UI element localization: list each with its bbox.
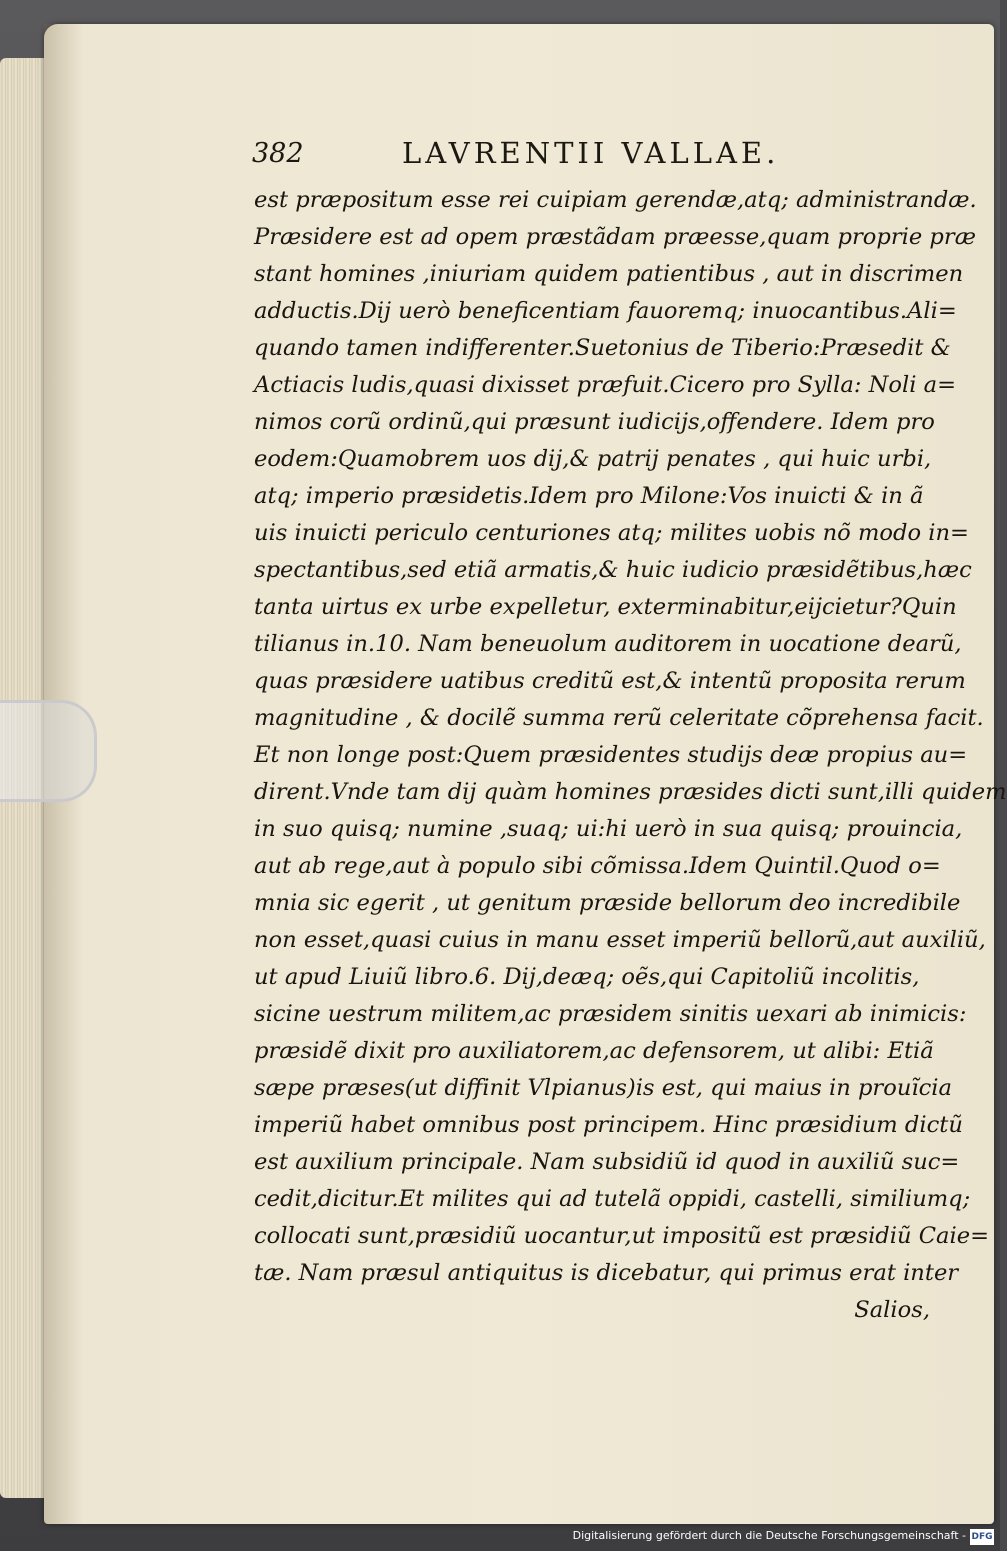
text-line: adductis.Dij uerò beneficentiam fauoremq; inuocantibus.Ali= — [254, 298, 957, 324]
text-line: non esset,quasi cuius in manu esset imperiũ bellorũ,aut auxiliũ, — [254, 927, 986, 953]
text-line: sicine uestrum militem,ac præsidem sinitis uexari ab inimicis: — [254, 1001, 967, 1027]
text-line: dirent.Vnde tam dij quàm homines præsides dicti sunt,illi quidem — [254, 779, 1007, 805]
text-line: ut apud Liuiũ libro.6. Dij,deæq; oẽs,qui Capitoliũ incolitis, — [254, 964, 920, 990]
text-line: in suo quisq; numine ,suaq; ui:hi uerò in sua quisq; prouincia, — [254, 816, 963, 842]
page-clip — [0, 700, 97, 802]
body-text — [254, 182, 1007, 1329]
page-number: 382 — [252, 138, 304, 169]
text-line: sæpe præses(ut diffinit Vlpianus)is est, qui maius in prouĩcia — [254, 1075, 952, 1101]
text-line: collocati sunt,præsidiũ uocantur,ut impositũ est præsidiũ Caie= — [254, 1223, 990, 1249]
text-line: Actiacis ludis,quasi dixisset præfuit.Cicero pro Sylla: Noli a= — [254, 372, 957, 398]
text-line: imperiũ habet omnibus post principem. Hinc præsidium dictũ — [254, 1112, 963, 1138]
catchword: Salios, — [854, 1297, 930, 1323]
text-line: tanta uirtus ex urbe expelletur, exterminabitur,eijcietur?Quin — [254, 594, 957, 620]
text-line: est auxilium principale. Nam subsidiũ id quod in auxiliũ suc= — [254, 1149, 960, 1175]
text-line: tæ. Nam præsul antiquitus is dicebatur, qui primus erat inter — [254, 1260, 959, 1286]
text-line: cedit,dicitur.Et milites qui ad tutelã oppidi, castelli, similiumq; — [254, 1186, 971, 1212]
text-line: mnia sic egerit , ut genitum præside bellorum deo incredibile — [254, 890, 961, 916]
text-line: atq; imperio præsidetis.Idem pro Milone:Vos inuicti & in ã — [254, 483, 924, 509]
text-line: uis inuicti periculo centuriones atq; milites uobis nõ modo in= — [254, 520, 969, 546]
text-line: quando tamen indifferenter.Suetonius de Tiberio:Præsedit & — [254, 335, 951, 361]
dfg-logo: DFG — [970, 1529, 994, 1545]
text-line: Et non longe post:Quem præsidentes studijs deæ propius au= — [254, 742, 968, 768]
text-line: Præsidere est ad opem præstãdam præesse,quam proprie præ — [254, 224, 976, 250]
text-line: nimos corũ ordinũ,qui præsunt iudicijs,offendere. Idem pro — [254, 409, 935, 435]
running-title: LAVRENTII VALLAE. — [402, 136, 780, 170]
text-line: eodem:Quamobrem uos dij,& patrij penates , qui huic urbi, — [254, 446, 932, 472]
text-line: spectantibus,sed etiã armatis,& huic iudicio præsidẽtibus,hæc — [254, 557, 972, 583]
text-line: aut ab rege,aut à populo sibi cõmissa.Idem Quintil.Quod o= — [254, 853, 941, 879]
running-head — [252, 136, 792, 170]
text-line: stant homines ,iniuriam quidem patientibus , aut in discrimen — [254, 261, 964, 287]
text-line: præsidẽ dixit pro auxiliatorem,ac defensorem, ut alibi: Etiã — [254, 1038, 934, 1064]
text-line: est præpositum esse rei cuipiam gerendæ,atq; administrandæ. — [254, 187, 977, 213]
text-line: magnitudine , & docilẽ summa rerũ celeritate cõprehensa facit. — [254, 705, 984, 731]
digitization-credit: Digitalisierung gefördert durch die Deutsche Forschungsgemeinschaft - — [572, 1529, 966, 1542]
text-line: quas præsidere uatibus creditũ est,& intentũ proposita rerum — [254, 668, 966, 694]
text-line: tilianus in.10. Nam beneuolum auditorem in uocatione dearũ, — [254, 631, 962, 657]
